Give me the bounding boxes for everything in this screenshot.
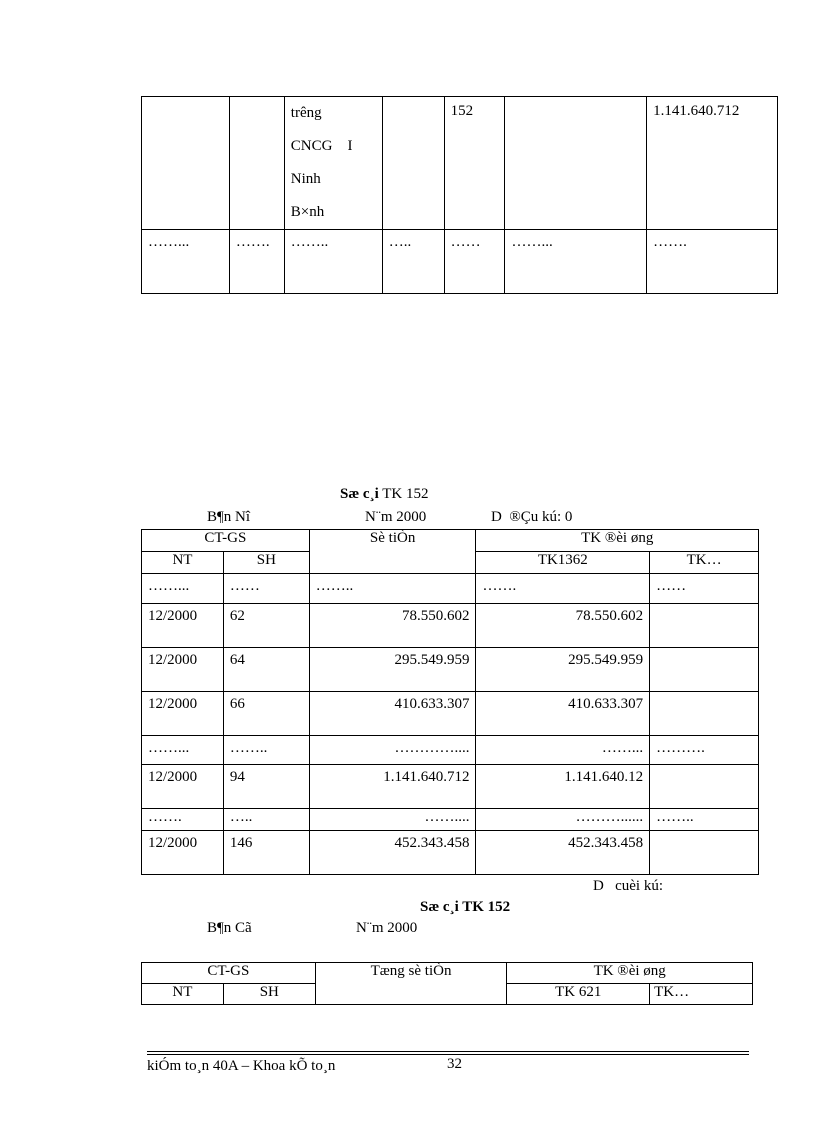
table-cell: ……. <box>647 230 778 294</box>
header-tk-other: TK… <box>650 984 753 1005</box>
footer-rule-top <box>147 1051 749 1052</box>
ledger1-title <box>340 486 428 503</box>
table-cell: …….. <box>284 230 382 294</box>
cell-nt: ……. <box>142 809 224 831</box>
cell-sh: ….. <box>223 809 309 831</box>
cell-sh: 62 <box>223 604 309 648</box>
table-row <box>142 736 759 765</box>
table-cell <box>142 97 230 230</box>
table-row <box>142 692 759 736</box>
cell-tk-other <box>650 831 759 875</box>
cell-amount: …….. <box>309 574 476 604</box>
cell-tk1362: ……... <box>476 736 650 765</box>
cell-tk1362: 295.549.959 <box>476 648 650 692</box>
cell-tk1362: 78.550.602 <box>476 604 650 648</box>
table-cell <box>505 97 647 230</box>
cell-nt: ……... <box>142 574 224 604</box>
cell-amount: 410.633.307 <box>309 692 476 736</box>
table-row <box>142 230 778 294</box>
header-tk-other: TK… <box>650 552 759 574</box>
cell-sh: 146 <box>223 831 309 875</box>
cell-sh: 64 <box>223 648 309 692</box>
footer-rule-bottom <box>147 1054 749 1055</box>
cell-text: trêng <box>290 105 322 121</box>
header-amount: Sè tiÒn <box>309 530 476 574</box>
cell-sh: 66 <box>223 692 309 736</box>
table-cell: 1.141.640.712 <box>647 97 778 230</box>
table-cell: ….. <box>382 230 444 294</box>
cell-text: CNCG I <box>290 138 353 154</box>
header-ctgs: CT-GS <box>142 963 316 984</box>
cell-sh: …….. <box>223 736 309 765</box>
table-row <box>142 765 759 809</box>
cell-nt: 12/2000 <box>142 831 224 875</box>
cell-tk-other <box>650 604 759 648</box>
header-tk1362: TK1362 <box>476 552 650 574</box>
ledger2-sheet: B¶n Cã <box>207 920 252 936</box>
cell-nt: 12/2000 <box>142 604 224 648</box>
ledger1-title-prefix: Sæ c¸i <box>340 486 379 502</box>
cell-tk-other <box>650 648 759 692</box>
table-row <box>142 574 759 604</box>
ledger1-opening-balance: D ®Çu kú: 0 <box>491 509 573 525</box>
cell-text: B×nh <box>290 204 325 220</box>
table-header-row <box>142 530 759 552</box>
cell-nt: 12/2000 <box>142 765 224 809</box>
cell-tk1362: ……. <box>476 574 650 604</box>
ledger2-table <box>141 962 753 1005</box>
cell-nt: ……... <box>142 736 224 765</box>
cell-tk1362: 452.343.458 <box>476 831 650 875</box>
table-cell <box>284 97 382 230</box>
top-table <box>141 96 778 294</box>
table-row <box>142 604 759 648</box>
table-row <box>142 831 759 875</box>
header-sh: SH <box>223 552 309 574</box>
cell-tk1362: 410.633.307 <box>476 692 650 736</box>
cell-amount: 295.549.959 <box>309 648 476 692</box>
table-cell: ……. <box>229 230 284 294</box>
ledger2-title: Sæ c¸i TK 152 <box>420 899 511 915</box>
header-sh: SH <box>223 984 315 1005</box>
table-cell <box>382 97 444 230</box>
cell-amount: …….... <box>309 809 476 831</box>
header-counter-account: TK ®èi øng <box>476 530 759 552</box>
ledger1-table <box>141 529 759 875</box>
header-total-amount: Tæng sè tiÒn <box>315 963 507 1005</box>
page-number: 32 <box>447 1056 462 1072</box>
table-header-row <box>142 963 753 984</box>
cell-tk-other: ………. <box>650 736 759 765</box>
cell-sh: …… <box>223 574 309 604</box>
cell-tk-other: …….. <box>650 809 759 831</box>
table-cell: ……... <box>142 230 230 294</box>
ledger1-year: N¨m 2000 <box>365 509 427 525</box>
table-cell: ……... <box>505 230 647 294</box>
header-ctgs: CT-GS <box>142 530 310 552</box>
ledger1-title-suffix: TK 152 <box>378 486 429 502</box>
table-cell: 152 <box>444 97 505 230</box>
header-nt: NT <box>142 552 224 574</box>
cell-nt: 12/2000 <box>142 648 224 692</box>
table-row <box>142 809 759 831</box>
header-tk621: TK 621 <box>507 984 650 1005</box>
cell-tk1362: ………...... <box>476 809 650 831</box>
table-cell: …… <box>444 230 505 294</box>
cell-text: Ninh <box>290 171 321 187</box>
ledger1-closing-balance: D cuèi kú: <box>593 878 663 894</box>
cell-amount: ………….... <box>309 736 476 765</box>
cell-amount: 78.550.602 <box>309 604 476 648</box>
ledger2-year: N¨m 2000 <box>356 920 418 936</box>
footer-text: kiÓm to¸n 40A – Khoa kÕ to¸n <box>147 1058 336 1074</box>
cell-tk-other: …… <box>650 574 759 604</box>
header-counter-account: TK ®èi øng <box>507 963 753 984</box>
table-row <box>142 97 778 230</box>
cell-nt: 12/2000 <box>142 692 224 736</box>
cell-amount: 452.343.458 <box>309 831 476 875</box>
cell-tk-other <box>650 765 759 809</box>
cell-tk-other <box>650 692 759 736</box>
header-nt: NT <box>142 984 224 1005</box>
cell-tk1362: 1.141.640.12 <box>476 765 650 809</box>
table-row <box>142 648 759 692</box>
cell-sh: 94 <box>223 765 309 809</box>
ledger1-sheet: B¶n Nî <box>207 509 251 525</box>
cell-amount: 1.141.640.712 <box>309 765 476 809</box>
table-cell <box>229 97 284 230</box>
